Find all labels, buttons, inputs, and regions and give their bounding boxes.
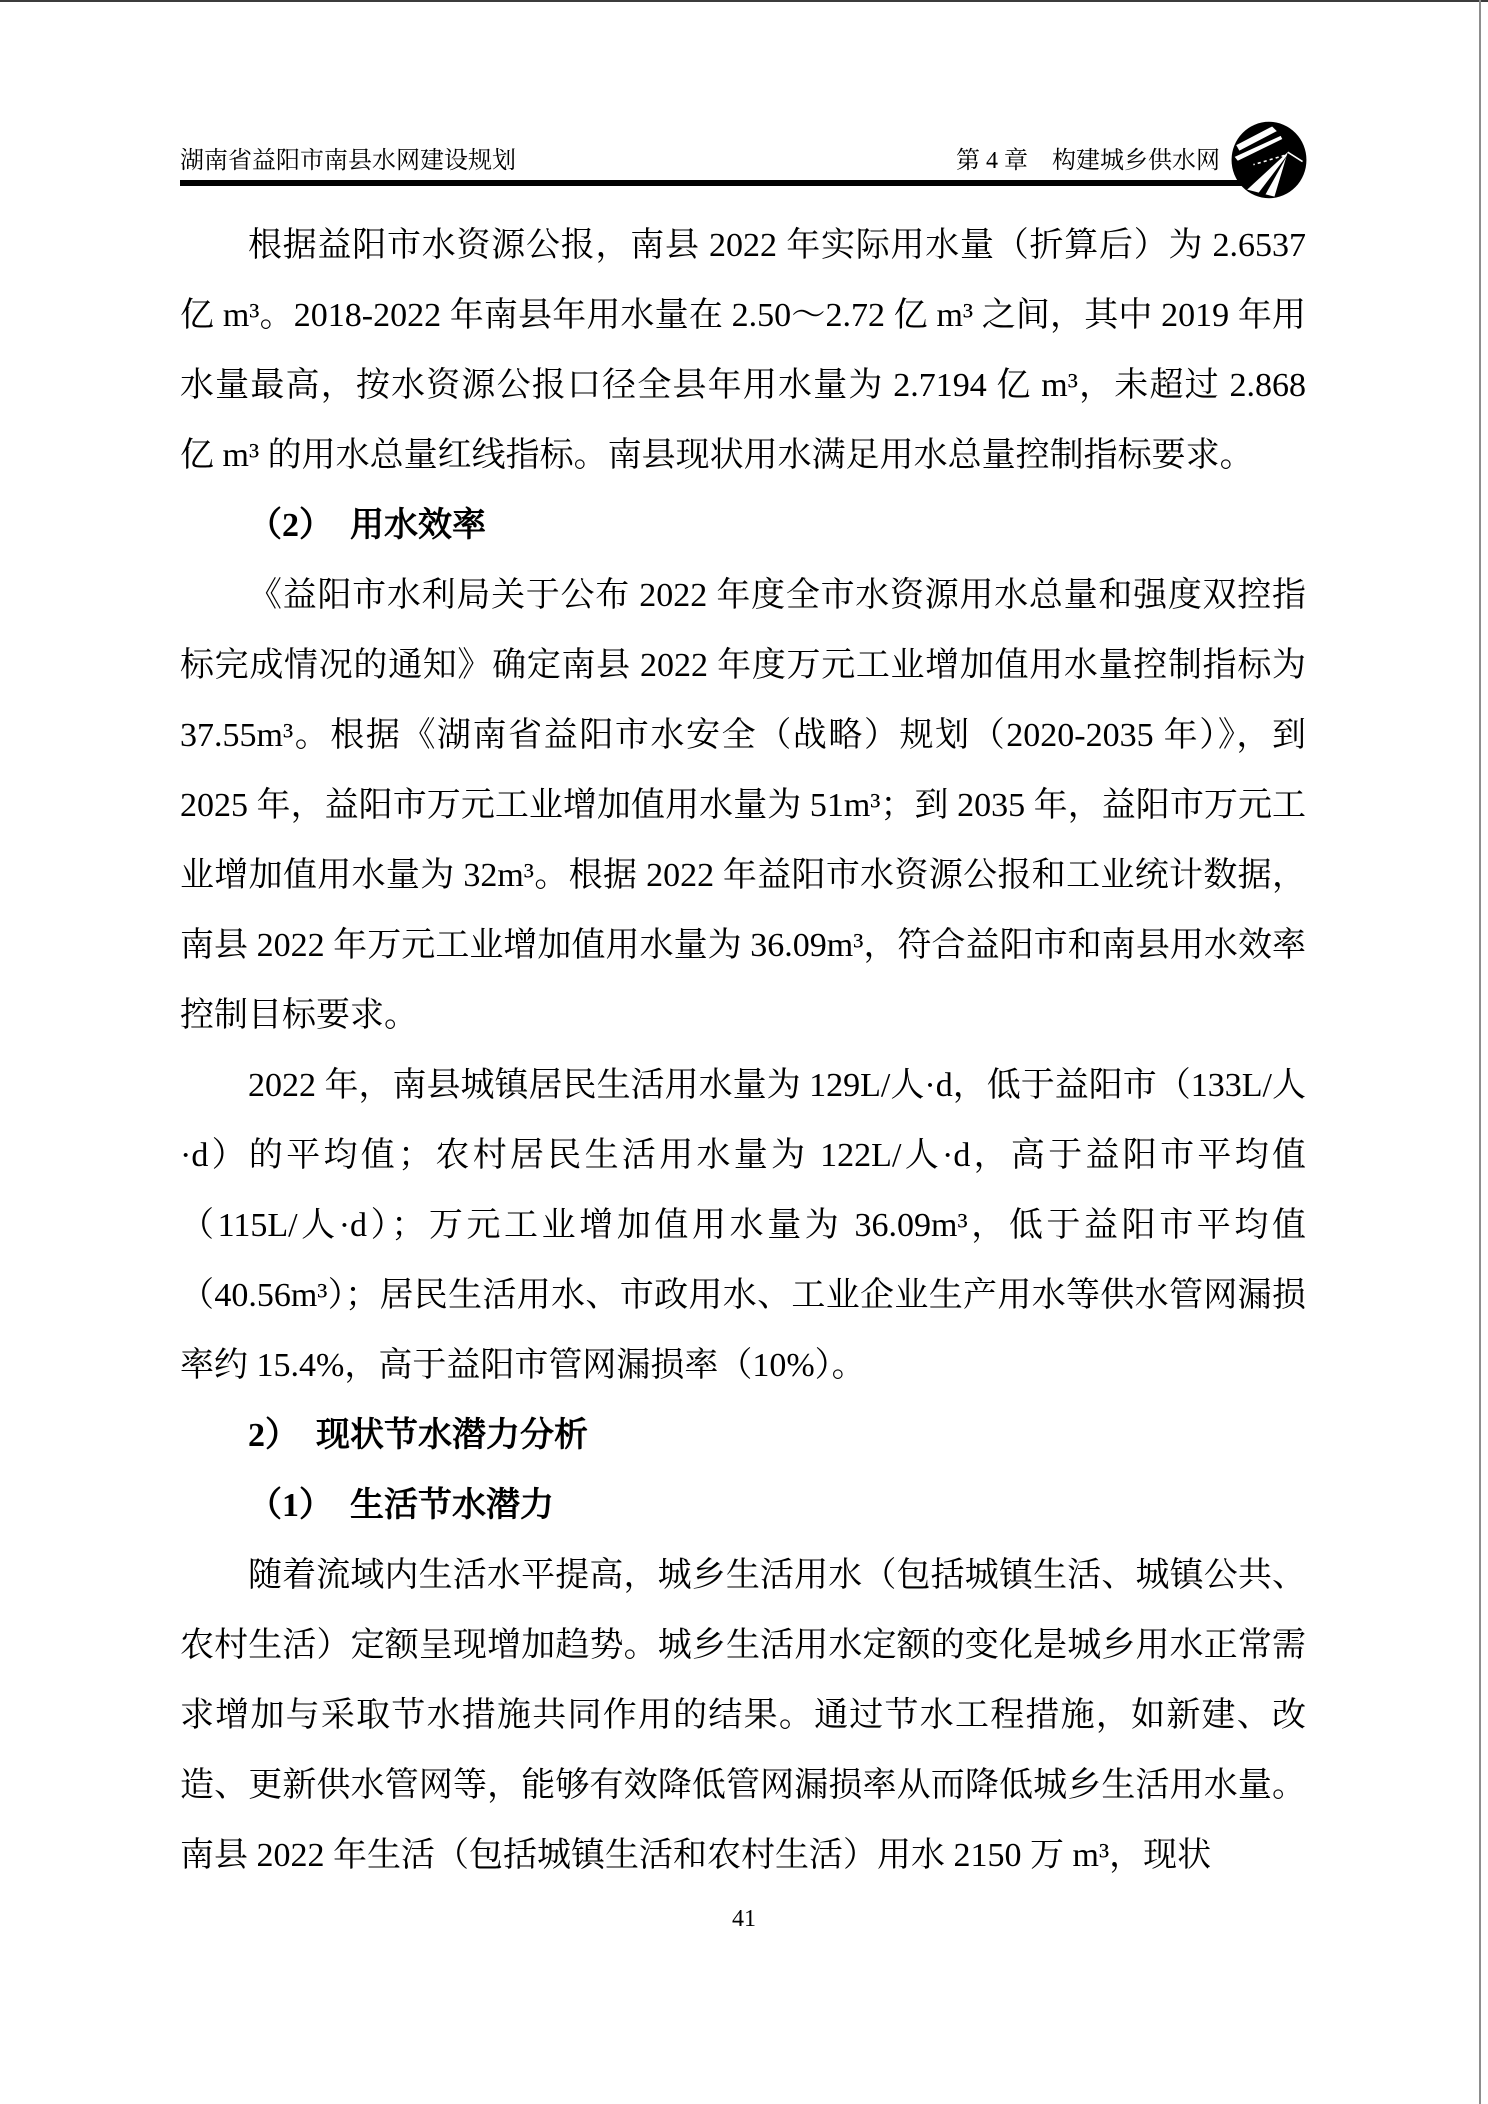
content (180, 211, 1306, 1891)
header-chapter-title: 第 4 章 构建城乡供水网 (956, 148, 1220, 174)
page-right-edge (1479, 0, 1481, 2104)
body-paragraph: 随着流域内生活水平提高，城乡生活用水（包括城镇生活、城镇公共、农村生活）定额呈现增加趋势。城乡生活用水定额的变化是城乡用水正常需求增加与采取节水措施共同作用的结果。通过节水工程措施，如新建、改造、更新供水管网等，能够有效降低管网漏损率从而降低城乡生活用水量。南县 2022 年生活（包括城镇生活和农村生活）用水 2150 万 m³，现状 (180, 1557, 1306, 1874)
road-logo-icon (1230, 120, 1308, 200)
header-document-title: 湖南省益阳市南县水网建设规划 (180, 148, 516, 174)
section-heading: （2） 用水效率 (248, 507, 486, 544)
section-heading: （1） 生活节水潜力 (248, 1487, 554, 1524)
page-number: 41 (732, 1906, 756, 1932)
header-rule (180, 180, 1262, 186)
body-paragraph: 《益阳市水利局关于公布 2022 年度全市水资源用水总量和强度双控指标完成情况的通知》确定南县 2022 年度万元工业增加值用水量控制指标为 37.55m³。根据《湖南省益阳市水安全（战略）规划（2020-2035 年）》，到 2025 年，益阳市万元工业增加值用水量为 51m³；到 2035 年，益阳市万元工业增加值用水量为 32m³。根据 2022 年益阳市水资源公报和工业统计数据，南县 2022 年万元工业增加值用水量为 36.09m³，符合益阳市和南县用水效率控制目标要求。 (180, 577, 1306, 1034)
page-top-edge (0, 0, 1488, 2)
body-paragraph: 2022 年，南县城镇居民生活用水量为 129L/人·d，低于益阳市（133L/人·d）的平均值；农村居民生活用水量为 122L/人·d，高于益阳市平均值（115L/人·d）；万元工业增加值用水量为 36.09m³，低于益阳市平均值（40.56m³）；居民生活用水、市政用水、工业企业生产用水等供水管网漏损率约 15.4%，高于益阳市管网漏损率（10%）。 (180, 1067, 1306, 1384)
body-paragraph: 根据益阳市水资源公报，南县 2022 年实际用水量（折算后）为 2.6537 亿 m³。2018-2022 年南县年用水量在 2.50～2.72 亿 m³ 之间，其中 2019 年用水量最高，按水资源公报口径全县年用水量为 2.7194 亿 m³，未超过 2.868 亿 m³ 的用水总量红线指标。南县现状用水满足用水总量控制指标要求。 (180, 227, 1306, 474)
section-heading: 2） 现状节水潜力分析 (248, 1417, 588, 1454)
